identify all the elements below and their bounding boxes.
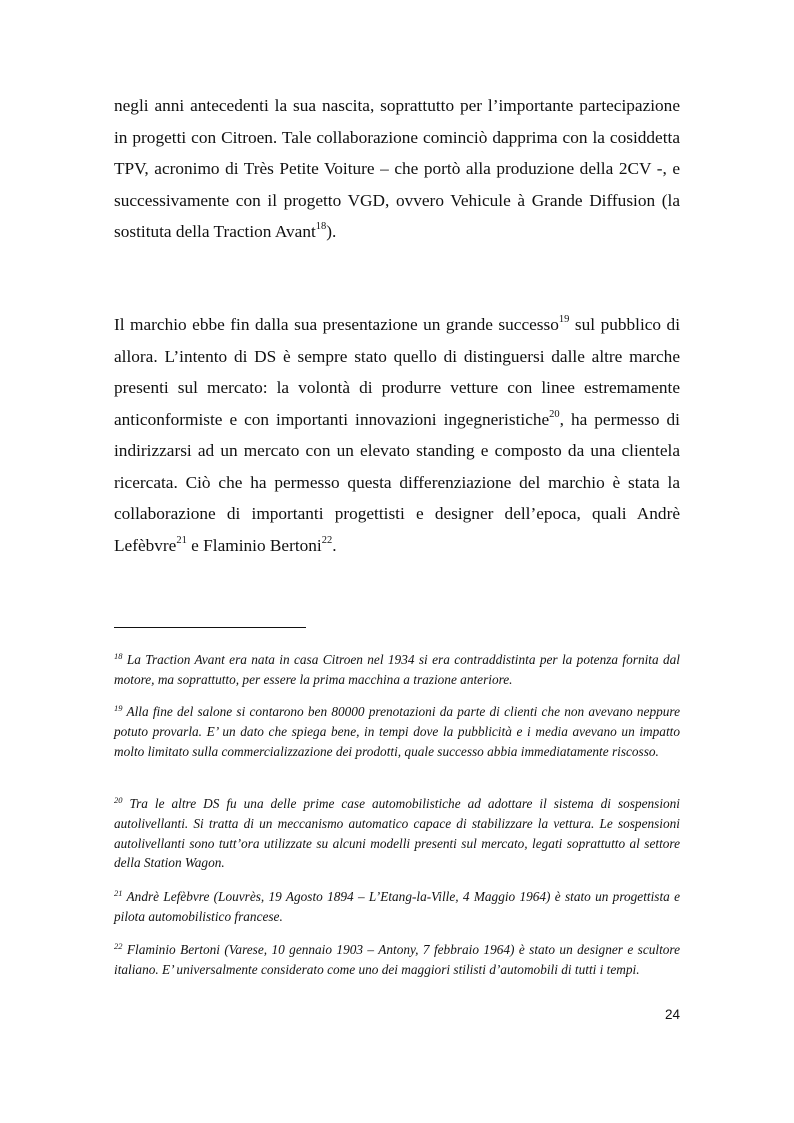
- body-paragraph-2: [114, 309, 680, 561]
- footnote-20: [114, 794, 680, 873]
- footnote-ref-21[interactable]: 21: [176, 534, 187, 546]
- footnote-text: Flaminio Bertoni (Varese, 10 gennaio 1903 – Antony, 7 febbraio 1964) è stato un designer e scultore italiano. E’ universalmente considerato come uno dei maggiori stilisti d’automobili di tutti i tempi.: [114, 942, 680, 977]
- footnote-number: 21: [114, 887, 123, 898]
- footnote-text: Tra le altre DS fu una delle prime case automobilistiche ad adottare il sistema di sospensioni autolivellanti. Si tratta di un meccanismo automatico capace di stabilizzare la vettura. Le sospensioni autolivellanti sono tutt’ora utilizzate su alcuni modelli presenti sul mercato, legati soprattutto al settore della Station Wagon.: [114, 796, 680, 871]
- footnote-number: 19: [114, 702, 123, 713]
- footnote-text: La Traction Avant era nata in casa Citroen nel 1934 si era contraddistinta per la potenza fornita dal motore, ma soprattutto, per essere la prima macchina a trazione anteriore.: [114, 652, 680, 687]
- footnote-number: 20: [114, 794, 123, 805]
- paragraph-2-end: .: [332, 535, 337, 555]
- footnote-22: [114, 940, 680, 980]
- footnote-21: [114, 887, 680, 927]
- footnote-ref-22[interactable]: 22: [321, 534, 333, 546]
- footnote-ref-20[interactable]: 20: [549, 408, 560, 420]
- paragraph-2-text-c: , ha permesso di indirizzarsi ad un mercato con un elevato standing e composto da una clientela ricercata. Ciò che ha permesso questa differenziazione del marchio è stata la collaborazione di importanti progettisti e designer dell’epoca, quali Andrè Lefèbvre: [114, 409, 680, 555]
- page-number: 24: [664, 1007, 680, 1022]
- footnote-separator: [114, 627, 306, 628]
- footnote-text: Alla fine del salone si contarono ben 80000 prenotazioni da parte di clienti che non avevano neppure potuto provarla. E’ un dato che spiega bene, in tempi dove la pubblicità e i media avevano un impatto molto limitato sulla commercializzazione dei prodotti, quale successo abbia immediatamente riscosso.: [114, 704, 680, 759]
- footnote-19: [114, 702, 680, 761]
- footnote-number: 22: [114, 940, 123, 951]
- paragraph-2-text-b: sul pubblico di allora. L’intento di DS è sempre stato quello di distinguersi dalle altre marche presenti sul mercato: la volontà di produrre vetture con linee estremamente anticonformiste e con importanti innovazioni ingegneristiche: [114, 315, 680, 429]
- footnote-number: 18: [114, 650, 123, 661]
- footnote-ref-19[interactable]: 19: [558, 314, 570, 326]
- paragraph-1-text: negli anni antecedenti la sua nascita, soprattutto per l’importante partecipazione in progetti con Citroen. Tale collaborazione cominciò dapprima con la cosiddetta TPV, acronimo di Très Petite Voiture – che portò alla produzione della 2CV -, e successivamente con il progetto VGD, ovvero Vehicule à Grande Diffusion (la sostituta della Traction Avant: [114, 96, 680, 241]
- footnote-18: [114, 650, 680, 690]
- paragraph-1-end: ).: [326, 222, 337, 241]
- body-paragraph-1: [114, 90, 680, 248]
- paragraph-2-text-a: Il marchio ebbe fin dalla sua presentazione un grande successo: [114, 315, 559, 334]
- paragraph-2-text-d: e Flaminio Bertoni: [186, 535, 322, 555]
- footnote-ref-18[interactable]: 18: [315, 221, 327, 233]
- footnote-text: Andrè Lefèbvre (Louvrès, 19 Agosto 1894 – L’Etang-la-Ville, 4 Maggio 1964) è stato un progettista e pilota automobilistico francese.: [114, 889, 680, 924]
